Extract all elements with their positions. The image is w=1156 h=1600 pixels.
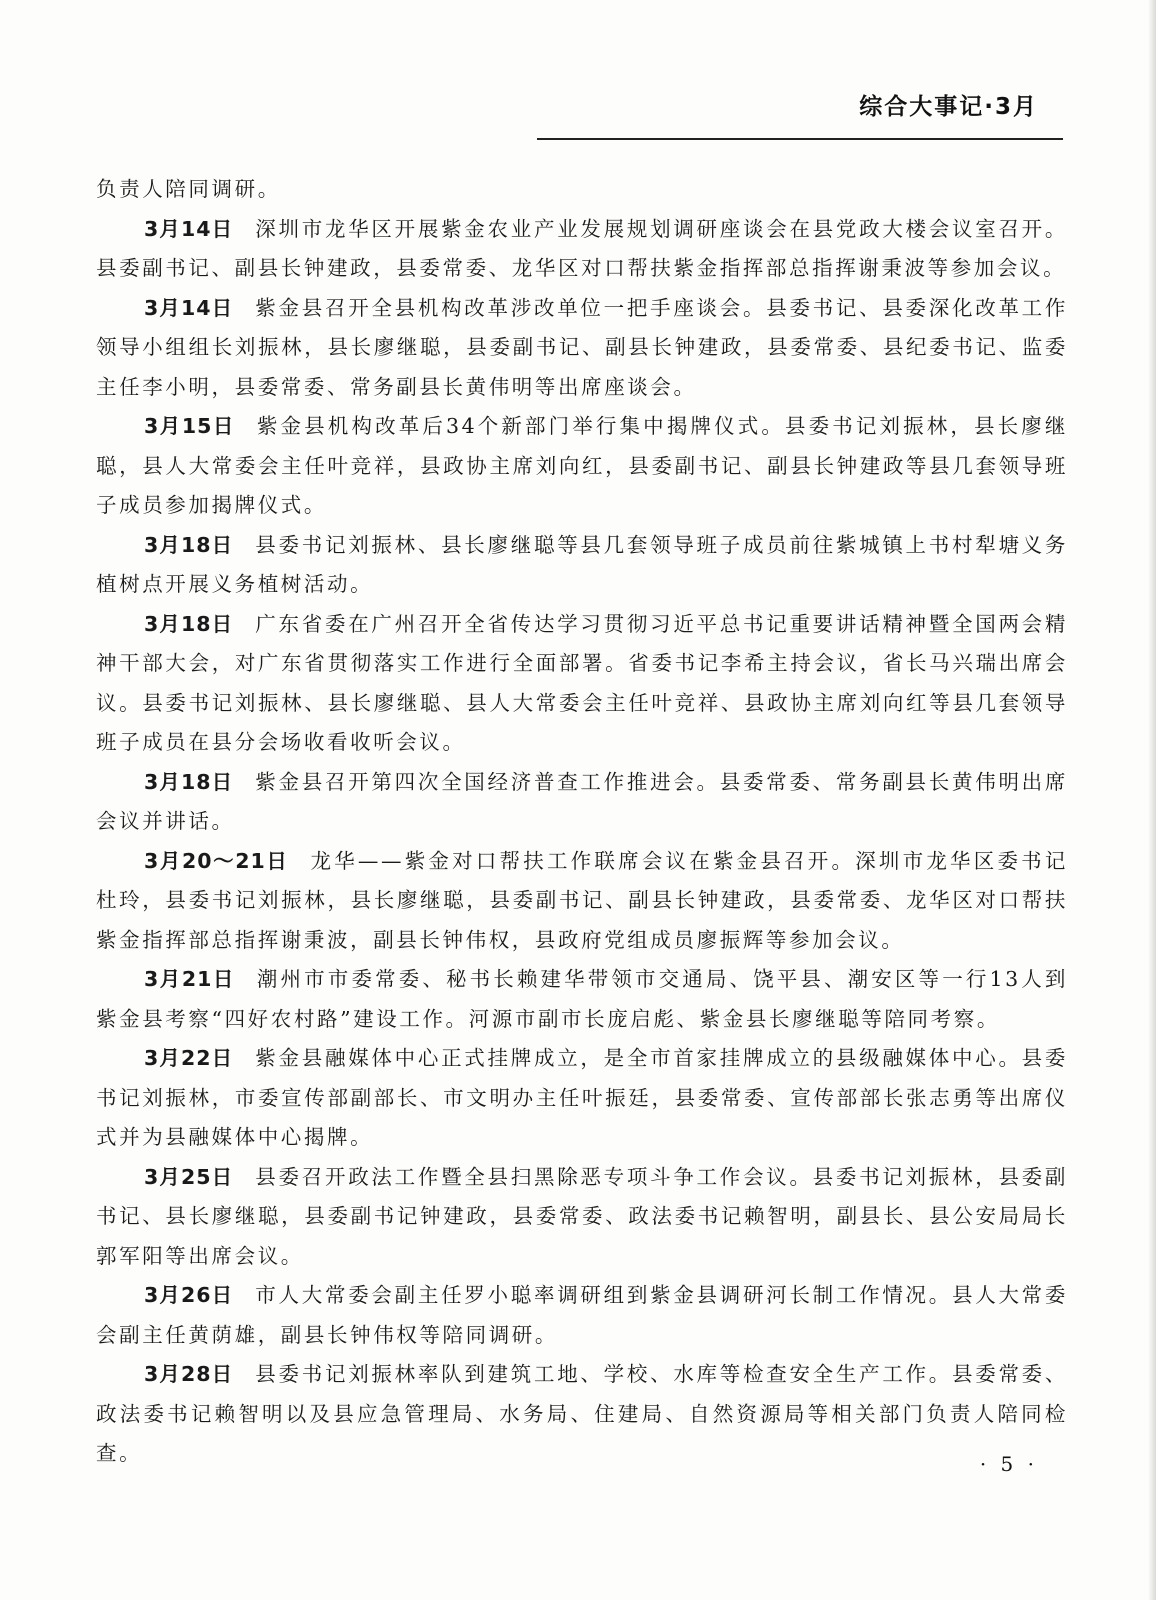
entry-paragraph (96, 170, 1068, 210)
entry-text: 深圳市龙华区开展紫金农业产业发展规划调研座谈会在县党政大楼会议室召开。县委副书记、副县长钟建政，县委常委、龙华区对口帮扶紫金指挥部总指挥谢秉波等参加会议。 (96, 216, 1069, 280)
entry-text: 广东省委在广州召开全省传达学习贯彻习近平总书记重要讲话精神暨全国两会精神干部大会，对广东省贯彻落实工作进行全面部署。省委书记李希主持会议，省长马兴瑞出席会议。县委书记刘振林、县长廖继聪、县人大常委会主任叶竞祥、县政协主席刘向红等县几套领导班子成员在县分会场收看收听会议。 (96, 611, 1069, 754)
entry-text: 潮州市市委常委、秘书长赖建华带领市交通局、饶平县、潮安区等一行13人到紫金县考察“四好农村路”建设工作。河源市副市长庞启彪、紫金县长廖继聪等陪同考察。 (96, 967, 1068, 1031)
entry-date: 3月22日 (144, 1046, 234, 1070)
entry-date: 3月26日 (144, 1283, 234, 1307)
entry-paragraph (96, 526, 1068, 605)
entry-text: 负责人陪同调研。 (96, 177, 281, 201)
entry-paragraph (96, 407, 1068, 526)
entry-paragraph (96, 842, 1068, 961)
entry-text: 紫金县机构改革后34个新部门举行集中揭牌仪式。县委书记刘振林，县长廖继聪，县人大常委会主任叶竞祥，县政协主席刘向红，县委副书记、副县长钟建政等县几套领导班子成员参加揭牌仪式。 (96, 414, 1068, 517)
entry-date: 3月18日 (144, 611, 234, 636)
entry-date: 3月28日 (144, 1362, 234, 1386)
entry-text: 紫金县融媒体中心正式挂牌成立，是全市首家挂牌成立的县级融媒体中心。县委书记刘振林，市委宣传部副部长、市文明办主任叶振廷，县委常委、宣传部部长张志勇等出席仪式并为县融媒体中心揭牌。 (96, 1046, 1069, 1149)
entry-date: 3月18日 (144, 769, 234, 794)
entry-text: 县委书记刘振林、县长廖继聪等县几套领导班子成员前往紫城镇上书村犁塘义务植树点开展义务植树活动。 (96, 532, 1069, 596)
entry-text: 县委召开政法工作暨全县扫黑除恶专项斗争工作会议。县委书记刘振林，县委副书记、县长廖继聪，县委副书记钟建政，县委常委、政法委书记赖智明，副县长、县公安局局长郭军阳等出席会议。 (96, 1164, 1069, 1268)
entry-date: 3月20～21日 (144, 848, 289, 873)
entry-text: 龙华——紫金对口帮扶工作联席会议在紫金县召开。深圳市龙华区委书记杜玲，县委书记刘振林，县长廖继聪，县委副书记、副县长钟建政，县委常委、龙华区对口帮扶紫金指挥部总指挥谢秉波，副县长钟伟权，县政府党组成员廖振辉等参加会议。 (96, 848, 1068, 952)
page-number: · 5 · (979, 1452, 1038, 1476)
entry-date: 3月25日 (144, 1164, 234, 1189)
entry-paragraph (96, 960, 1068, 1039)
entry-text: 市人大常委会副主任罗小聪率调研组到紫金县调研河长制工作情况。县人大常委会副主任黄荫雄，副县长钟伟权等陪同调研。 (96, 1283, 1069, 1347)
entry-date: 3月18日 (144, 532, 234, 557)
entry-paragraph (96, 289, 1068, 408)
entry-text: 县委书记刘振林率队到建筑工地、学校、水库等检查安全生产工作。县委常委、政法委书记赖智明以及县应急管理局、水务局、住建局、自然资源局等相关部门负责人陪同检查。 (96, 1362, 1069, 1465)
entry-date: 3月15日 (144, 414, 235, 438)
entry-paragraph (96, 1276, 1068, 1355)
entry-paragraph (96, 1039, 1068, 1158)
entry-date: 3月14日 (144, 295, 234, 320)
chronicle-content (96, 170, 1068, 1474)
running-header: 综合大事记·3月 (859, 94, 1038, 120)
header-rule (537, 138, 1063, 140)
entry-paragraph (96, 1355, 1068, 1474)
scan-edge (1148, 0, 1156, 1600)
entry-paragraph (96, 763, 1068, 842)
entry-paragraph (96, 1158, 1068, 1277)
entry-text: 紫金县召开全县机构改革涉改单位一把手座谈会。县委书记、县委深化改革工作领导小组组长刘振林，县长廖继聪，县委副书记、副县长钟建政，县委常委、县纪委书记、监委主任李小明，县委常委、常务副县长黄伟明等出席座谈会。 (96, 295, 1069, 399)
entry-date: 3月21日 (144, 967, 235, 991)
entry-paragraph (96, 210, 1068, 289)
entry-paragraph (96, 605, 1068, 763)
entry-date: 3月14日 (144, 216, 234, 241)
entry-text: 紫金县召开第四次全国经济普查工作推进会。县委常委、常务副县长黄伟明出席会议并讲话。 (96, 769, 1069, 833)
